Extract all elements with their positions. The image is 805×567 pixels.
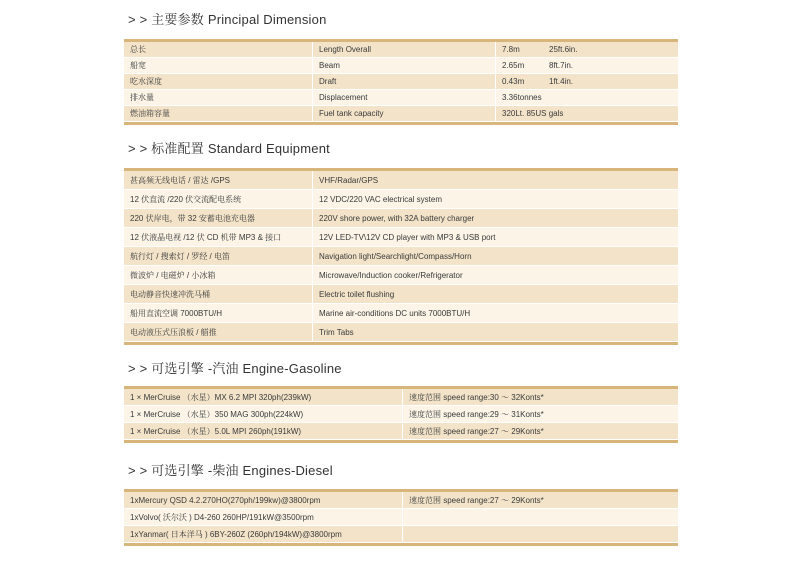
speed-range-cell: 速度范围 speed range:29 ～ 31Konts*	[402, 406, 678, 422]
table-row	[124, 106, 678, 122]
table-bottom-rule	[124, 122, 678, 125]
cn-label-cell: 220 伏岸电，带 32 安蓄电池充电器	[130, 213, 255, 223]
cn-label-cell: 甚高频无线电话 / 雷达 /GPS	[130, 175, 231, 185]
imperial-value-cell: 1ft.4in.	[549, 77, 574, 86]
imperial-value-cell: 25ft.6in.	[549, 45, 578, 54]
table-row	[124, 526, 678, 543]
cn-label-cell: 12 伏直流 /220 伏交流配电系统	[130, 194, 242, 204]
table-bottom-rule	[124, 543, 678, 546]
en-label-cell: Length Overall	[312, 42, 495, 57]
table-bottom-rule	[124, 342, 678, 345]
cn-label-cell: 吃水深度	[130, 77, 162, 86]
en-label-cell: Marine air-conditions DC units 7000BTU/H	[312, 304, 678, 322]
engine-cell: 1 × MerCruise （水星）350 MAG 300ph(224kW)	[130, 409, 304, 419]
metric-value-cell: 2.65m	[495, 58, 547, 73]
cn-label-cell: 船用直流空调 7000BTU/H	[130, 308, 223, 318]
speed-range-cell: 速度范围 speed range:30 ～ 32Konts*	[402, 389, 678, 405]
cn-label-cell: 微波炉 / 电磁炉 / 小冰箱	[130, 270, 216, 280]
cn-label-cell: 12 伏液晶电视 /12 伏 CD 机带 MP3 & 接口	[130, 232, 282, 242]
imperial-value-cell	[547, 90, 678, 105]
en-label-cell: Trim Tabs	[312, 323, 678, 341]
speed-range-cell: 速度范围 speed range:27 ～ 29Konts*	[402, 492, 678, 508]
cn-label-cell: 船宽	[130, 61, 146, 70]
table-bottom-rule	[124, 440, 678, 443]
table-row	[124, 209, 678, 228]
en-label-cell: 220V shore power, with 32A battery charger	[312, 209, 678, 227]
en-label-cell: Fuel tank capacity	[312, 106, 495, 121]
principal-dimension-table	[124, 39, 678, 125]
imperial-value-cell	[547, 106, 678, 121]
metric-value-cell: 7.8m	[495, 42, 547, 57]
engine-diesel-table	[124, 489, 678, 546]
principal-dimension-title: > > 主要参数 Principal Dimension	[128, 12, 327, 27]
engine-cell: 1xVolvo( 沃尔沃 ) D4-260 260HP/191kW@3500rpm	[130, 512, 314, 522]
engine-gasoline-title: > > 可选引擎 -汽油 Engine-Gasoline	[128, 361, 342, 376]
en-label-cell: Electric toilet flushing	[312, 285, 678, 303]
imperial-value-cell: 8ft.7in.	[549, 61, 574, 70]
table-row	[124, 266, 678, 285]
speed-range-cell	[402, 509, 678, 525]
table-row	[124, 323, 678, 342]
engine-diesel-title: > > 可选引擎 -柴油 Engines-Diesel	[128, 463, 333, 478]
cn-label-cell: 电动静音快速冲洗马桶	[130, 289, 210, 299]
cn-label-cell: 航行灯 / 搜索灯 / 罗经 / 电笛	[130, 251, 231, 261]
table-row	[124, 423, 678, 440]
engine-cell: 1xMercury QSD 4.2.270HO(270ph/199kw)@3800rpm	[130, 495, 321, 505]
table-row	[124, 285, 678, 304]
table-row	[124, 74, 678, 90]
table-row	[124, 509, 678, 526]
engine-cell: 1 × MerCruise （水星）5.0L MPI 260ph(191kW)	[130, 426, 302, 436]
en-label-cell: 12 VDC/220 VAC electrical system	[312, 190, 678, 208]
table-row	[124, 492, 678, 509]
table-row	[124, 247, 678, 266]
standard-equipment-title: > > 标准配置 Standard Equipment	[128, 141, 330, 156]
table-row	[124, 58, 678, 74]
table-row	[124, 90, 678, 106]
table-row	[124, 190, 678, 209]
speed-range-cell: 速度范围 speed range:27 ～ 29Konts*	[402, 423, 678, 439]
table-row	[124, 304, 678, 323]
metric-value-cell: 0.43m	[495, 74, 547, 89]
table-row	[124, 406, 678, 423]
speed-range-cell	[402, 526, 678, 542]
en-label-cell: Microwave/Induction cooker/Refrigerator	[312, 266, 678, 284]
en-label-cell: Beam	[312, 58, 495, 73]
table-row	[124, 389, 678, 406]
cn-label-cell: 排水量	[130, 93, 154, 102]
engine-gasoline-table	[124, 386, 678, 443]
en-label-cell: Draft	[312, 74, 495, 89]
en-label-cell: Displacement	[312, 90, 495, 105]
metric-value-cell: 320Lt. 85US gals	[495, 106, 547, 121]
engine-cell: 1xYanmar( 日本洋马 ) 6BY-260Z (260ph/194kW)@3800rpm	[130, 529, 342, 539]
standard-equipment-table	[124, 168, 678, 345]
cn-label-cell: 燃油箱容量	[130, 109, 170, 118]
en-label-cell: 12V LED-TV\12V CD player with MP3 & USB port	[312, 228, 678, 246]
metric-value-cell: 3.36tonnes	[495, 90, 547, 105]
cn-label-cell: 电动液压式压浪板 / 艏推	[130, 327, 217, 337]
engine-cell: 1 × MerCruise （水星）MX 6.2 MPI 320ph(239kW)	[130, 392, 312, 402]
en-label-cell: VHF/Radar/GPS	[312, 171, 678, 189]
cn-label-cell: 总长	[130, 45, 146, 54]
table-row	[124, 228, 678, 247]
table-row	[124, 171, 678, 190]
en-label-cell: Navigation light/Searchlight/Compass/Horn	[312, 247, 678, 265]
table-row	[124, 42, 678, 58]
